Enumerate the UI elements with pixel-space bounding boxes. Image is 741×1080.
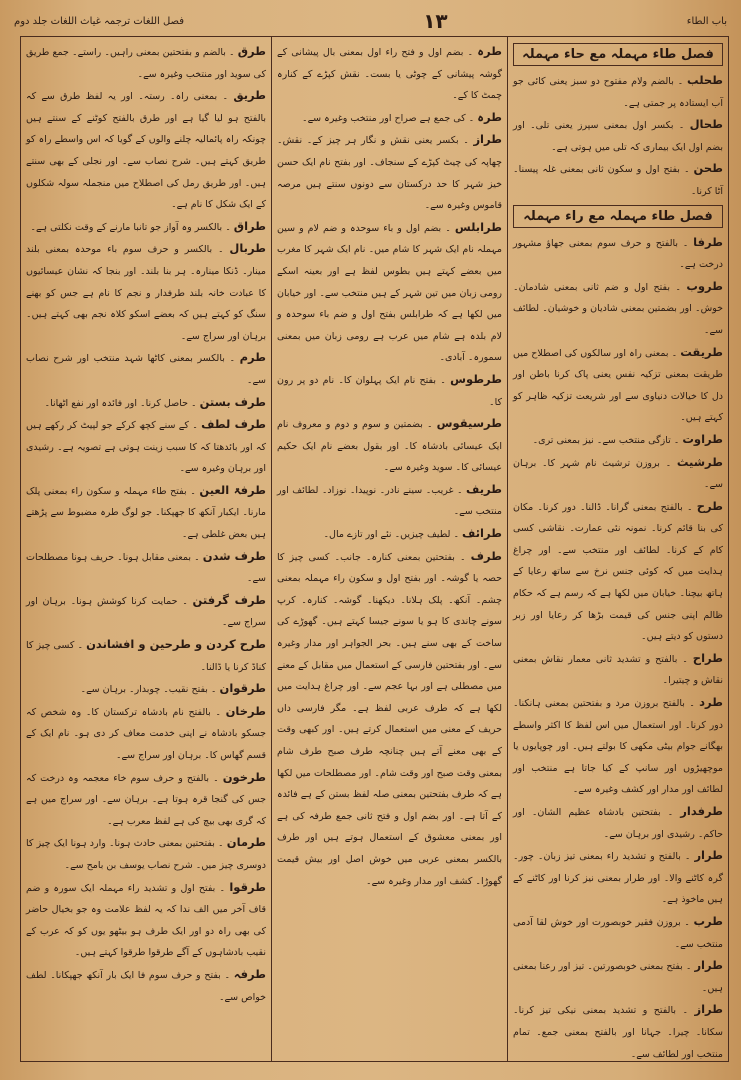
entry-separator: ۔ xyxy=(188,420,202,432)
entry-separator: ۔ xyxy=(682,961,695,973)
entry-definition: کی جمع ہے صراح اور منتخب وغیرہ سے۔ xyxy=(302,112,466,124)
dictionary-entry xyxy=(513,232,723,276)
column-right xyxy=(507,37,728,1061)
entry-headword: طرح کردن و طرحین و افشاندن xyxy=(86,637,267,652)
entry-separator: ۔ xyxy=(679,164,694,176)
entry-separator: ۔ xyxy=(684,698,700,710)
entry-headword: طرخان xyxy=(225,703,266,718)
entry-headword: طرسیقوس xyxy=(436,416,502,431)
entry-separator: ۔ xyxy=(187,397,200,409)
dictionary-entry xyxy=(513,158,723,202)
entry-separator: ۔ xyxy=(677,653,693,665)
entry-headword: طرار xyxy=(694,848,723,863)
entry-headword: طرفدار xyxy=(680,804,723,818)
dictionary-entry xyxy=(277,129,502,216)
dictionary-entry xyxy=(26,392,266,415)
entry-definition: بالضم ولام مفتوح دو سبز یعنی کائی جو آب ایستادہ پر جمتی ہے۔ xyxy=(513,76,723,109)
entry-definition: بفتحتین بمعنی کنارہ۔ جانب۔ کسی چیز کا حصہ یا گوشہ۔ اور بفتح اول و سکون راء مہملہ بمعنی چشم۔ آنکھ۔ پلک ہلانا۔ دیکھنا۔ گوشہ۔ کنارہ۔ کرپ سونے چاندی کا ہو یا سونے جیسا کہتے ہیں۔ گھوڑے کی ساخت کے بھی سنے ہیں۔ بحر الجواہر اور مدار وغیرہ سے۔ اور بفتحتین فارسی کے استعمال میں مقابل کے معنے میں مصطلی ہے اور بہا عجم سے۔ اور چراغ ہدایت میں لکھا ہے کہ طرف عربی لفظ ہے۔ مگر فارسی داں حریف کے معنی میں استعمال کرتے ہیں۔ اور کبھی وقت کے بھی معنے آتے ہیں چنانچہ طرف صبح طرف شام بمعنی وقت صبح اور وقت شام۔ اور مصطلحات میں لکھا ہے کہ طرف بفتحتین بمعنی صلہ لفظ بستن کے ہے فائدہ کے آتا ہے۔ اور بضم اول و فتح ثانی جمع طرفہ کی ہے اور بمعنی معشوق کے استعمال ہوتے ہیں اور طرف بالکسر بمعنی عربی میں خوش اصل اور بیش قیمت گھوڑا۔ کشف اور مدار وغیرہ سے۔ xyxy=(277,551,502,887)
dictionary-entry xyxy=(26,546,266,590)
entry-definition: حمایت کرنا کوشش ہونا۔ برہان اور سراج سے۔ xyxy=(26,595,266,629)
entry-definition: بضم اول و فتح راء اول بمعنی بال پیشانی کے گوشہ پیشانی کے چوٹی یا بست۔ نقش کپڑے کے کنارہ چمٹ کا کے۔ xyxy=(277,47,502,102)
entry-separator: ۔ xyxy=(177,595,193,607)
dictionary-entry xyxy=(513,648,723,692)
entry-separator: ۔ xyxy=(454,551,471,563)
entry-separator: ۔ xyxy=(435,374,451,386)
entry-separator: ۔ xyxy=(670,434,683,446)
dictionary-entry xyxy=(277,369,502,413)
entry-definition: بفتح اول و تشدید راء مہملہ ایک سورہ و ضم قاف آخر میں الف ندا کہ یہ لفظ علامت وہ جو بخیال حاضر کی بھی راہ دو اور ایک طرف ہو بیٹھو یوں کو کہ عرب کے نقیب بادشاہوں کے آگے طرقوا طرقوا کہتے ہیں۔ xyxy=(26,882,266,959)
dictionary-entry xyxy=(277,546,502,893)
entry-definition: بمعنی راہ اور سالکوں کی اصطلاح میں طریقت بمعنی تزکیہ نفس یعنی پاک کرنا باطن اور دل کا خیالات دنیاوی سے اور شریعت تزکیہ ظاہر کو کہتے ہیں۔ xyxy=(513,347,723,424)
entry-headword: طرقوان xyxy=(219,681,266,696)
entry-separator: ۔ xyxy=(225,47,238,58)
dictionary-entry xyxy=(277,107,502,130)
entry-headword: طرق xyxy=(237,44,267,58)
entry-separator: ۔ xyxy=(458,135,474,147)
entry-headword: طریق xyxy=(233,88,267,103)
entry-headword: طریف xyxy=(466,481,502,496)
entry-separator: ۔ xyxy=(207,684,220,696)
entry-separator: ۔ xyxy=(680,851,695,863)
entry-headword: طرائف xyxy=(462,526,502,541)
dictionary-entry xyxy=(26,216,266,239)
dictionary-entry xyxy=(277,41,502,107)
entry-definition: بالفتح نام بادشاہ ترکستان کا۔ وہ شخص کہ جسکو بادشاہ نے اپنی خدمت معاف کر دی ہو۔ نام ایک کے قسم گھاس کا۔ برہان اور سراج سے۔ xyxy=(26,706,266,761)
entry-definition: بفتح اول و ضم ثانی بمعنی شادمان۔ خوش۔ اور بضمتین بمعنی شادیان و خوشیان۔ لطائف سے۔ xyxy=(513,281,723,336)
entry-definition: بروزن ترشیث نام شہر کا۔ برہان سے۔ xyxy=(513,457,723,491)
entry-headword: طرم xyxy=(239,350,266,365)
entry-separator: ۔ xyxy=(660,807,681,818)
entry-headword: طرح xyxy=(696,498,723,513)
entry-separator: ۔ xyxy=(668,347,681,359)
dictionary-entry xyxy=(513,276,723,342)
entry-headword: طرابلس xyxy=(454,219,503,234)
column-left xyxy=(21,37,271,1061)
entry-definition: بالکسر وہ آواز جو تانبا مارنے کے وقت نکلتی ہے۔ xyxy=(30,221,223,233)
page-number: ۱۳ xyxy=(423,9,448,33)
entry-headword: طروب xyxy=(686,278,724,293)
entry-definition: بروزن فقیر خوبصورت اور خوش لقا آدمی منتخب سے۔ xyxy=(513,916,723,950)
entry-definition: کسی چیز کا کناڈ کرنا یا ڈالنا۔ xyxy=(26,640,266,673)
entry-separator: ۔ xyxy=(673,76,688,87)
page-frame xyxy=(20,36,729,1062)
entry-separator: ۔ xyxy=(670,281,687,293)
entry-headword: طربال xyxy=(229,241,266,256)
dictionary-entry xyxy=(26,347,266,391)
dictionary-entry xyxy=(26,238,266,347)
entry-headword: طراز xyxy=(694,1002,724,1017)
entry-definition: غریب۔ سینے نادر۔ نوپیدا۔ نوزاد۔ لطائف اور منتخب سے۔ xyxy=(277,484,502,518)
entry-headword: طرد xyxy=(699,695,724,710)
header-left-title: فصل اللغات ترجمہ غیاث اللغات جلد دوم xyxy=(14,15,184,27)
entry-headword: طحلب xyxy=(687,73,724,87)
entry-definition: بفتحتین بادشاہ عظیم الشان۔ اور حاکم۔ رشیدی اور برہان سے۔ xyxy=(513,807,723,840)
entry-definition: بمعنی مقابل ہونا۔ حریف ہونا مصطلحات سے۔ xyxy=(26,551,266,585)
entry-separator: ۔ xyxy=(682,501,697,513)
entry-separator: ۔ xyxy=(463,47,478,58)
entry-separator: ۔ xyxy=(222,221,234,233)
entry-headword: طرف بستن xyxy=(199,394,266,409)
entry-definition: بالکسر و حرف سوم باء موحدہ بمعنی بلند مینار۔ ڈنکا مینارہ۔ ہر بنا بلند۔ اور بنجا کہ نشان عیسائیوں کا عبادت خانہ بلند طرفدار و نجم کا نام ہے جس کو بھنے سنگ کو کہتے ہیں کہ بعضے اسکو کلاہ نجم بھی کہتے ہیں۔ برہان اور سراج سے۔ xyxy=(26,244,266,342)
entry-definition: بالضم و بفتحتین بمعنی راہیں۔ راستے۔ جمع طریق کی سوید اور منتخب وغیرہ سے۔ xyxy=(26,47,266,80)
entry-headword: طرفۃ العین xyxy=(199,482,266,497)
entry-separator: ۔ xyxy=(678,237,694,249)
entry-headword: طرطوس xyxy=(450,371,503,386)
dictionary-entry xyxy=(26,832,266,876)
entry-definition: لطیف چیزیں۔ نئے اور تازے مال۔ xyxy=(323,529,451,541)
entry-headword: طرفہ xyxy=(233,966,266,981)
entry-definition: بفتح نام ایک پہلوان کا۔ نام دو پر رون کا۔ xyxy=(277,374,502,408)
dictionary-entry xyxy=(513,801,723,845)
entry-definition: حاصل کرنا۔ اور فائدہ اور نفع اٹھانا۔ xyxy=(44,397,188,409)
entry-separator: ۔ xyxy=(217,91,234,103)
dictionary-entry xyxy=(26,85,266,216)
entry-separator: ۔ xyxy=(220,969,234,981)
entry-headword: طحال xyxy=(689,117,723,132)
entry-definition: تازگی منتخب سے۔ نیز بمعنی تری۔ xyxy=(532,434,671,446)
entry-separator: ۔ xyxy=(422,419,437,431)
entry-headword: طرخون xyxy=(222,769,266,784)
entry-headword: طرف گرفتن xyxy=(192,592,267,607)
entry-definition: بالفتح و تشدید بمعنی نیکی تیز کرنا۔ سکانا۔ چیرا۔ جہانا اور بالفتح بمعنی جمع۔ تمام منتخب اور لطائف سے۔ xyxy=(513,1005,723,1060)
entry-separator: ۔ xyxy=(224,353,240,365)
entry-headword: طرار xyxy=(694,958,723,973)
dictionary-entry xyxy=(513,70,723,114)
dictionary-entry xyxy=(277,217,502,369)
entry-separator: ۔ xyxy=(210,706,226,718)
section-heading: فصل طاء مہملہ مع حاء مہملہ xyxy=(513,43,723,66)
entry-headword: طرف xyxy=(470,548,502,563)
entry-definition: بضم اول و باء سوحدہ و ضم لام و سین مہملہ نام ایک شہر کا شام میں۔ نام ایک شہر کا مغرب میں بعضے کہتے ہیں بطوس لفظ ہے اور بعینہ اسکے رومی زبان میں تین شہر کے ہیں منتخب سے۔ اور خیابان میں لکھا ہے کہ طرابلس بفتح اول و ضم باء سوحدہ و لام بلدہ ہے شام میں عرب ہے رومی زبان میں بمعنی سمورہ۔ آبادی۔ xyxy=(277,222,502,364)
dictionary-entry xyxy=(513,114,723,158)
entry-separator: ۔ xyxy=(673,120,690,132)
entry-headword: طحن xyxy=(693,161,723,176)
entry-separator: ۔ xyxy=(215,882,230,894)
entry-headword: طرب xyxy=(693,913,723,928)
entry-headword: طراق xyxy=(233,218,266,233)
dictionary-entry xyxy=(26,41,266,85)
entry-separator: ۔ xyxy=(465,112,478,124)
header-right-title: باب الطاء xyxy=(686,15,727,27)
entry-definition: بالفتح بمعنی گرانا۔ ڈالنا۔ دور کرنا۔ مکان کی بنا قائم کرنا۔ نمونہ نئی عمارت۔ نقاشی کسی کام کے کرنا۔ لطائف اور منتخب سے۔ اور چراغ ہدایت میں کہ کوئی جنس نرخ سے ساتھ رعایا کے ہاتھ بیچنا۔ خیابان میں لکھا ہے کہ رسم ہے کہ حکام ظالم اپنی جنس کی قیمت بڑھا کر رعایا اور زبر دستوں کو دیتے ہیں۔ xyxy=(513,501,723,643)
entry-separator: ۔ xyxy=(212,244,230,256)
entry-separator: ۔ xyxy=(191,551,203,563)
entry-definition: بالکسر بمعنی کاٹھا شہد منتخب اور شرح نصاب سے۔ xyxy=(26,353,266,386)
entry-headword: طریقت xyxy=(680,344,724,359)
entry-definition: بالفتح و حرف سوم بمعنی جھاؤ مشہور درخت ہے۔ xyxy=(513,237,723,271)
dictionary-entry xyxy=(26,877,266,964)
entry-headword: طراز xyxy=(473,132,502,147)
entry-separator: ۔ xyxy=(441,222,455,234)
entry-definition: بالفتح و تشدید راء بمعنی تیز زبان۔ چور۔ گرہ کاٹنے والا۔ اور طرار بمعنی نیز کرنا اور کاٹنے کے ہیں ماخوذ ہے۔ xyxy=(513,851,723,906)
dictionary-entry xyxy=(26,590,266,634)
entry-definition: بفتحتین بمعنی حادث ہونا۔ وارد ہونا ایک چیز کا دوسری چیز میں۔ شرح نصاب یوسف بن بامح سے۔ xyxy=(26,838,266,871)
entry-headword: طرف لطف xyxy=(201,417,266,432)
dictionary-entry xyxy=(513,955,723,999)
entry-definition: بالفتح بروزن مرد و بفتحتین بمعنی ہانکنا۔ دور کرنا۔ اور استعمال میں اس لفظ کا اکثر واسطے بھگانے جوام بیٹی مکھی کا بولتے ہیں۔ اور چوپایوں یا موچھیڑوں اور سانپ کے کیا جاتا ہے منتخب اور لطائف اور مدار اور کشف وغیرہ سے۔ xyxy=(513,698,723,796)
entry-definition: بالفتح و حرف سوم خاء معجمہ وہ درخت کہ جس کی گنجا قرہ ہوتا ہے۔ برہان سے۔ اور سراج میں ہے کہ گری بھی بیچ کی ہے لفظ معرب ہے۔ xyxy=(26,772,266,827)
column-middle xyxy=(271,37,507,1061)
entry-definition: بضمتین و سوم و دوم و معروف نام ایک عیسائی بادشاہ کا۔ اور بقول بعضے نام ایک حکیم عیسائی کا۔ سوید وغیرہ سے۔ xyxy=(277,419,502,474)
entry-headword: طرہ xyxy=(477,44,502,58)
entry-separator: ۔ xyxy=(453,484,466,496)
dictionary-entry xyxy=(513,911,723,955)
section-heading: فصل طاء مہملہ مع راء مہملہ xyxy=(513,205,723,228)
entry-headword: طرہ xyxy=(477,109,502,124)
entry-headword: طراوت xyxy=(682,431,723,446)
dictionary-entry xyxy=(513,496,723,648)
dictionary-entry xyxy=(26,767,266,833)
dictionary-entry xyxy=(26,414,266,480)
entry-headword: طرقوا xyxy=(229,879,266,894)
entry-headword: طرشیث xyxy=(676,454,723,469)
entry-definition: بالفتح و تشدید ثانی معمار نقاش بمعنی نقاش و چیتیرا۔ xyxy=(513,653,723,687)
entry-definition: بکسر یعنی نقش و نگار ہر چیز کے۔ نقش۔ چھاپہ کی چیٹ کپڑے کے سنجاف۔ اور بفتح نام ایک حسن خیز شہر کا حد درکستان سے دونوں سنتے ہیں مرصہ قاموس وغیرہ سے۔ xyxy=(277,135,502,212)
entry-definition: بفتح و حرف سوم فا ایک بار آنکھ جھپکانا۔ لطف خواص سے۔ xyxy=(26,969,266,1003)
entry-separator: ۔ xyxy=(74,640,87,652)
entry-separator: ۔ xyxy=(186,485,200,497)
dictionary-entry xyxy=(277,413,502,479)
entry-separator: ۔ xyxy=(659,457,677,469)
dictionary-entry xyxy=(513,845,723,911)
dictionary-entry xyxy=(26,964,266,1008)
dictionary-entry xyxy=(277,479,502,523)
entry-separator: ۔ xyxy=(680,916,694,928)
page-header xyxy=(14,8,727,34)
entry-definition: بفتح اول و سکون ثانی بمعنی غلہ پیسنا۔ آٹا کرنا۔ xyxy=(513,164,723,197)
entry-definition: بفتح بمعنی خوبصورتین۔ تیز اور رعنا بمعنی ہیں۔ xyxy=(513,961,723,994)
entry-headword: طرفا xyxy=(693,234,723,249)
dictionary-entry xyxy=(513,999,723,1061)
entry-separator: ۔ xyxy=(209,772,223,784)
dictionary-entry xyxy=(513,452,723,496)
dictionary-entry xyxy=(513,692,723,801)
dictionary-entry xyxy=(26,480,266,546)
dictionary-entry xyxy=(513,342,723,429)
entry-headword: طراح xyxy=(692,650,724,665)
entry-headword: طرمان xyxy=(226,835,267,850)
dictionary-entry xyxy=(26,701,266,767)
dictionary-entry xyxy=(277,523,502,546)
entry-definition: بکسر اول بمعنی سپرز یعنی تلی۔ اور بضم اول ایک بیماری کہ تلی میں ہوتی ہے۔ xyxy=(513,120,723,153)
entry-separator: ۔ xyxy=(676,1005,695,1017)
dictionary-entry xyxy=(26,678,266,701)
dictionary-entry xyxy=(26,634,266,678)
entry-definition: بفتح طاء مہملہ و سکون راء بمعنی پلک مارنا۔ ایکبار آنکھ کا جھپکنا۔ جو لوگ طرہ مضبوط سے پڑھتے ہیں بعض غلطی ہے۔ xyxy=(26,485,266,541)
dictionary-entry xyxy=(513,429,723,452)
entry-separator: ۔ xyxy=(214,838,227,850)
entry-headword: طرف شدن xyxy=(202,548,266,563)
entry-definition: بمعنی راہ۔ رستہ۔ اور یہ لفظ طرق سے کہ بالفتح ہو لیا گیا ہے اور طرق بالفتح کوٹنے کے سنتے ہیں چونکہ راہ پائمالیہ چلنے والوں کے گویا کہ اس واسطے راہ کو طریق کہتے ہیں۔ شرح نصاب سے۔ اور نجلی کے بھی سنتے ہیں۔ اور طریق رمل کی اصطلاح میں منجملہ سولہ شکلوں کے ایک شکل کا نام ہے۔ xyxy=(26,91,266,211)
entry-separator: ۔ xyxy=(450,529,463,541)
entry-definition: کے سنے کچھ کرکے جو لپیٹ کر رکھے ہیں کہ اور بائدھتا کہ کا سبب زینت ہوتی ہے تصویہ ہے۔ رشیدی اور برہان وغیرہ سے۔ xyxy=(26,420,266,475)
entry-definition: بفتح نقیب۔ چوبدار۔ برہان سے۔ xyxy=(80,684,208,696)
